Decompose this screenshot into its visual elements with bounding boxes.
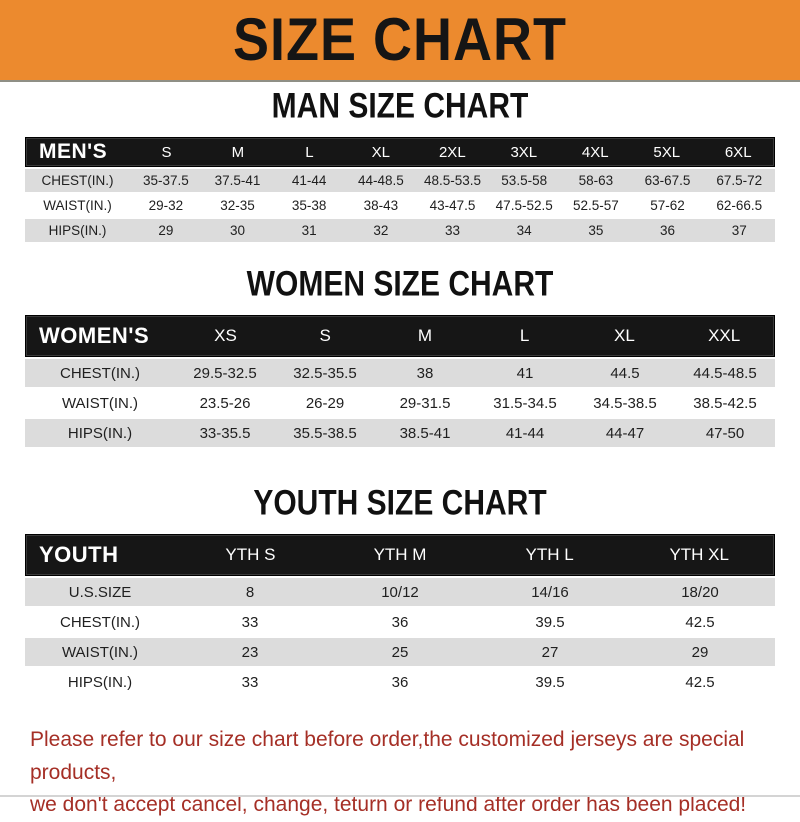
womens-cell-1-2: 29-31.5 bbox=[399, 394, 451, 412]
womens-cell-1-5: 38.5-42.5 bbox=[693, 394, 757, 412]
mens-row-2 bbox=[25, 219, 775, 242]
womens-cell-2-0: 33-35.5 bbox=[199, 424, 251, 442]
womens-cell-0-3: 41 bbox=[516, 364, 534, 382]
womens-row-label-0: CHEST(IN.) bbox=[60, 364, 140, 382]
mens-header-label: MEN'S bbox=[39, 140, 108, 163]
size-chart-banner bbox=[0, 0, 800, 82]
youth-column-header-1: YTH M bbox=[373, 545, 427, 564]
womens-header-row bbox=[25, 315, 775, 357]
mens-row-label-1: WAIST(IN.) bbox=[43, 198, 112, 213]
womens-row-1 bbox=[25, 389, 775, 417]
mens-cell-1-5: 47.5-52.5 bbox=[495, 198, 553, 213]
mens-column-header-3: XL bbox=[371, 143, 391, 161]
youth-cell-1-1: 36 bbox=[391, 613, 409, 631]
youth-heading-text: YOUTH SIZE CHART bbox=[253, 483, 547, 523]
womens-cell-1-0: 23.5-26 bbox=[199, 394, 251, 412]
mens-cell-2-5: 34 bbox=[516, 223, 532, 238]
mens-heading-text: MAN SIZE CHART bbox=[271, 86, 529, 126]
youth-row-label-1: CHEST(IN.) bbox=[60, 613, 140, 631]
womens-cell-0-0: 29.5-32.5 bbox=[193, 364, 257, 382]
womens-cell-2-5: 47-50 bbox=[705, 424, 745, 442]
mens-cell-2-1: 30 bbox=[229, 223, 246, 238]
youth-row-2 bbox=[25, 638, 775, 666]
youth-header-label: YOUTH bbox=[39, 542, 119, 567]
order-disclaimer bbox=[30, 724, 800, 822]
womens-column-header-1: S bbox=[319, 326, 331, 345]
youth-cell-3-0: 33 bbox=[241, 673, 259, 691]
disclaimer-line-1: Please refer to our size chart before order,the customized jerseys are special products, bbox=[30, 728, 745, 784]
womens-cell-0-2: 38 bbox=[416, 364, 434, 382]
youth-table bbox=[25, 534, 775, 696]
mens-cell-0-7: 63-67.5 bbox=[644, 173, 691, 188]
youth-cell-1-2: 39.5 bbox=[535, 613, 565, 631]
womens-table bbox=[25, 315, 775, 447]
womens-row-label-1: WAIST(IN.) bbox=[61, 394, 139, 412]
mens-cell-1-0: 29-32 bbox=[148, 198, 184, 213]
mens-cell-1-1: 32-35 bbox=[220, 198, 255, 213]
womens-cell-2-1: 35.5-38.5 bbox=[293, 424, 357, 442]
mens-column-header-0: S bbox=[161, 143, 172, 161]
womens-cell-2-2: 38.5-41 bbox=[399, 424, 451, 442]
mens-cell-1-2: 35-38 bbox=[291, 198, 327, 213]
size-chart-sections bbox=[0, 86, 800, 696]
mens-column-header-2: L bbox=[305, 143, 314, 161]
womens-column-header-3: L bbox=[519, 326, 530, 345]
womens-column-header-2: M bbox=[417, 326, 433, 345]
mens-cell-2-3: 32 bbox=[373, 223, 389, 238]
youth-row-label-3: HIPS(IN.) bbox=[67, 673, 133, 691]
mens-heading bbox=[0, 86, 800, 126]
mens-cell-1-7: 57-62 bbox=[650, 198, 685, 213]
youth-cell-0-3: 18/20 bbox=[681, 583, 719, 601]
youth-cell-0-1: 10/12 bbox=[381, 583, 419, 601]
mens-column-header-8: 6XL bbox=[724, 143, 752, 161]
mens-column-header-4: 2XL bbox=[438, 143, 466, 161]
youth-row-3 bbox=[25, 668, 775, 696]
mens-cell-0-5: 53.5-58 bbox=[501, 173, 548, 188]
mens-cell-0-6: 58-63 bbox=[578, 173, 614, 188]
womens-cell-1-1: 26-29 bbox=[305, 394, 345, 412]
youth-size-section bbox=[0, 483, 800, 696]
mens-cell-0-4: 48.5-53.5 bbox=[424, 173, 482, 188]
youth-column-header-0: YTH S bbox=[225, 545, 276, 564]
mens-row-label-2: HIPS(IN.) bbox=[48, 223, 107, 238]
youth-cell-2-0: 23 bbox=[241, 643, 259, 661]
womens-column-header-5: XXL bbox=[708, 326, 741, 345]
womens-header-label: WOMEN'S bbox=[39, 323, 150, 348]
youth-row-label-0: U.S.SIZE bbox=[68, 583, 132, 601]
youth-cell-2-3: 29 bbox=[691, 643, 709, 661]
mens-column-header-5: 3XL bbox=[510, 143, 538, 161]
womens-size-section bbox=[0, 264, 800, 447]
mens-cell-1-3: 38-43 bbox=[363, 198, 399, 213]
mens-row-label-0: CHEST(IN.) bbox=[41, 173, 114, 188]
mens-column-header-7: 5XL bbox=[653, 143, 681, 161]
youth-cell-0-2: 14/16 bbox=[531, 583, 569, 601]
mens-cell-2-6: 35 bbox=[588, 223, 604, 238]
mens-size-section bbox=[0, 86, 800, 242]
mens-cell-2-2: 31 bbox=[301, 223, 317, 238]
mens-cell-2-4: 33 bbox=[445, 223, 461, 238]
youth-row-0 bbox=[25, 578, 775, 606]
womens-cell-0-4: 44.5 bbox=[610, 364, 640, 382]
youth-row-1 bbox=[25, 608, 775, 636]
mens-cell-0-0: 35-37.5 bbox=[142, 173, 189, 188]
mens-cell-1-4: 43-47.5 bbox=[429, 198, 476, 213]
womens-heading bbox=[0, 264, 800, 304]
youth-cell-2-1: 25 bbox=[391, 643, 409, 661]
mens-cell-2-7: 36 bbox=[660, 223, 676, 238]
mens-table bbox=[25, 137, 775, 242]
womens-cell-2-4: 44-47 bbox=[605, 424, 645, 442]
youth-column-header-2: YTH L bbox=[525, 545, 574, 564]
womens-row-label-2: HIPS(IN.) bbox=[67, 424, 133, 442]
mens-cell-1-6: 52.5-57 bbox=[572, 198, 619, 213]
womens-heading-text: WOMEN SIZE CHART bbox=[246, 264, 554, 304]
womens-cell-0-5: 44.5-48.5 bbox=[693, 364, 757, 382]
youth-column-header-3: YTH XL bbox=[669, 545, 729, 564]
womens-cell-2-3: 41-44 bbox=[505, 424, 545, 442]
disclaimer-line-2: we don't accept cancel, change, teturn or refund after order has been placed! bbox=[30, 793, 747, 817]
mens-row-0 bbox=[25, 169, 775, 192]
youth-cell-2-2: 27 bbox=[541, 643, 559, 661]
womens-row-2 bbox=[25, 419, 775, 447]
mens-header-row bbox=[25, 137, 775, 167]
mens-row-1 bbox=[25, 194, 775, 217]
mens-column-header-1: M bbox=[231, 143, 245, 161]
mens-cell-2-8: 37 bbox=[731, 223, 747, 238]
womens-cell-1-4: 34.5-38.5 bbox=[593, 394, 657, 412]
mens-cell-0-2: 41-44 bbox=[291, 173, 327, 188]
youth-cell-3-2: 39.5 bbox=[535, 673, 565, 691]
womens-cell-1-3: 31.5-34.5 bbox=[493, 394, 557, 412]
mens-cell-0-1: 37.5-41 bbox=[214, 173, 261, 188]
youth-cell-3-3: 42.5 bbox=[685, 673, 715, 691]
womens-row-0 bbox=[25, 359, 775, 387]
womens-column-header-0: XS bbox=[214, 326, 237, 345]
youth-cell-1-3: 42.5 bbox=[685, 613, 715, 631]
mens-cell-0-3: 44-48.5 bbox=[357, 173, 404, 188]
mens-cell-1-8: 62-66.5 bbox=[716, 198, 763, 213]
mens-cell-0-8: 67.5-72 bbox=[716, 173, 763, 188]
womens-column-header-4: XL bbox=[614, 326, 635, 345]
youth-row-label-2: WAIST(IN.) bbox=[61, 643, 139, 661]
bottom-divider bbox=[0, 795, 800, 797]
banner-title: SIZE CHART bbox=[233, 6, 567, 74]
youth-cell-1-0: 33 bbox=[241, 613, 259, 631]
youth-heading bbox=[0, 483, 800, 523]
youth-cell-0-0: 8 bbox=[245, 583, 255, 601]
youth-cell-3-1: 36 bbox=[391, 673, 409, 691]
mens-column-header-6: 4XL bbox=[581, 143, 609, 161]
mens-cell-2-0: 29 bbox=[158, 223, 174, 238]
womens-cell-0-1: 32.5-35.5 bbox=[293, 364, 357, 382]
youth-header-row bbox=[25, 534, 775, 576]
